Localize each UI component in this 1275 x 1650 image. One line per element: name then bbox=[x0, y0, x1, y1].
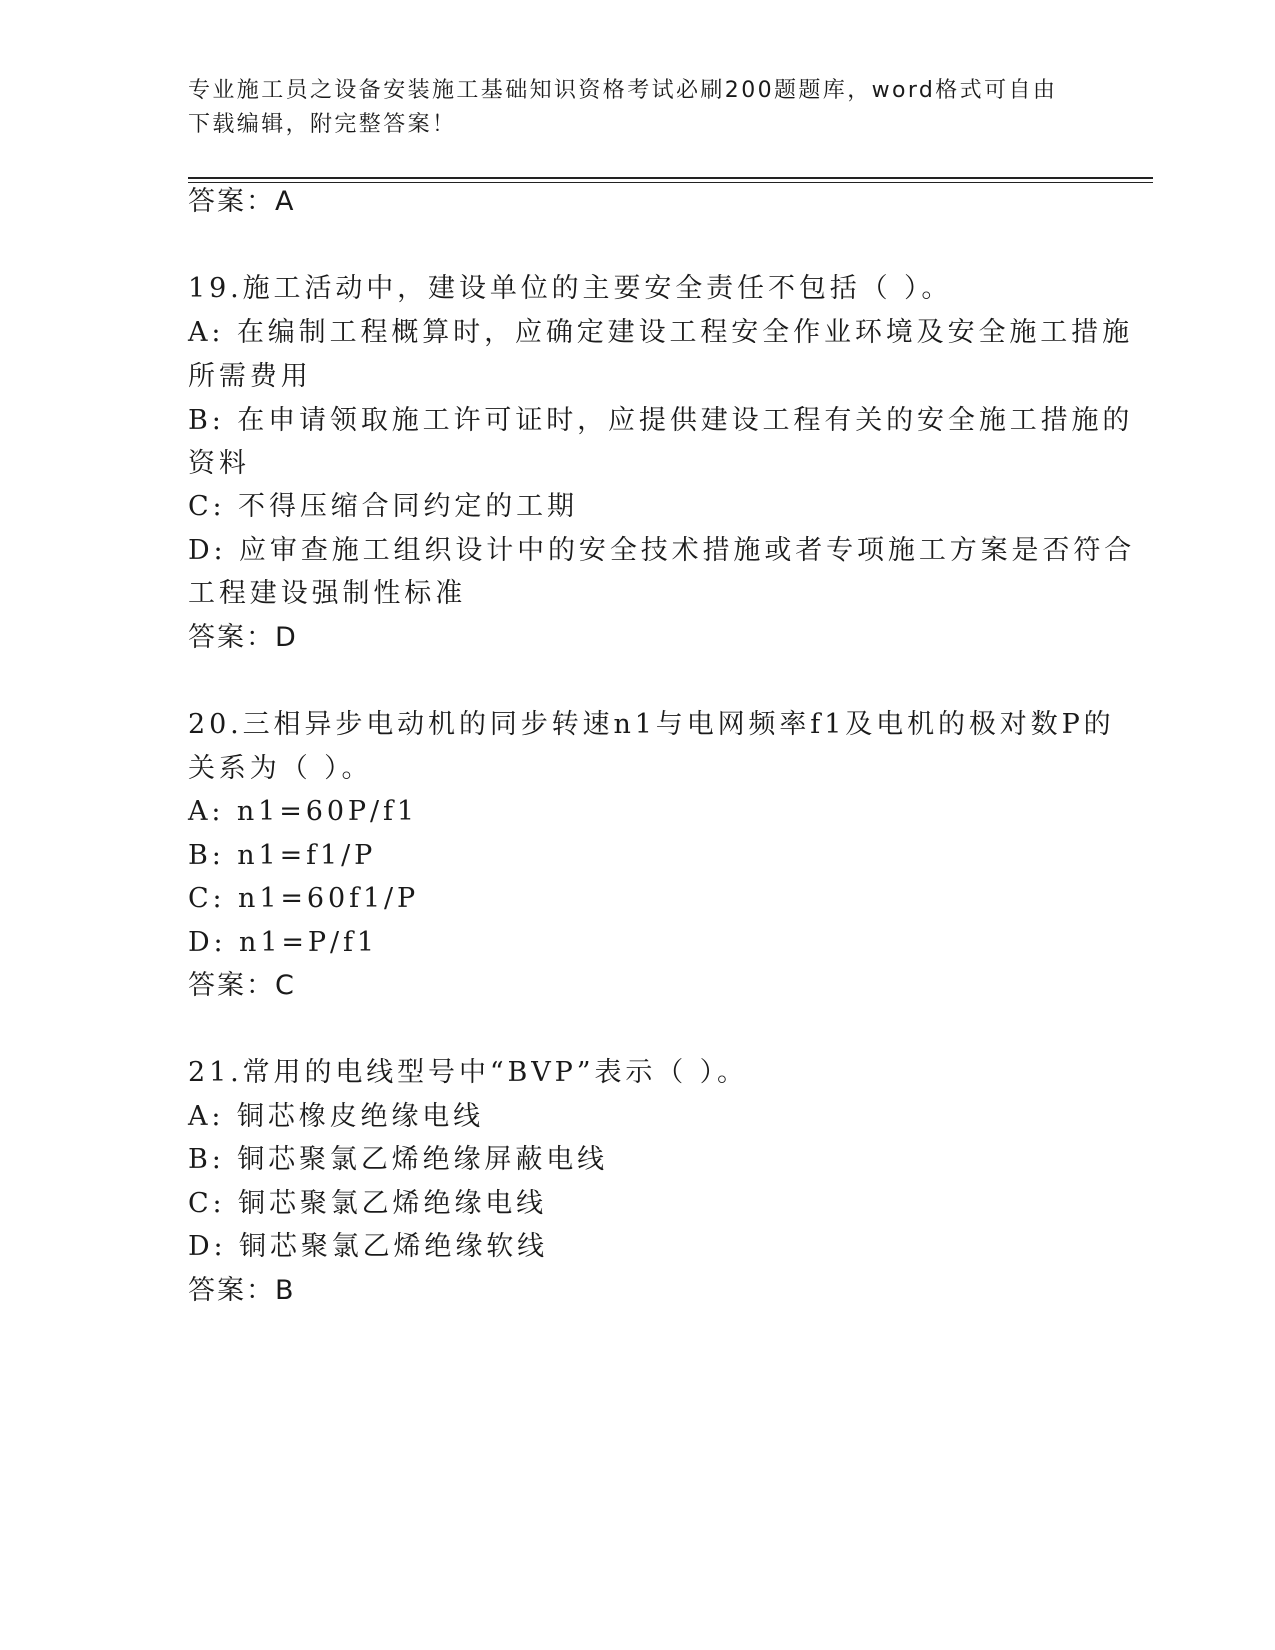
question-21-stem: 21.常用的电线型号中“BVP”表示（ ）。 bbox=[188, 1057, 748, 1088]
question-20-option-d: D: n1=P/f1 bbox=[188, 927, 378, 958]
header-line-1: 专业施工员之设备安装施工基础知识资格考试必刷200题题库，word格式可自由 bbox=[188, 78, 1058, 103]
question-20-option-c: C: n1=60f1/P bbox=[188, 883, 420, 914]
question-21-option-b: B: 铜芯聚氯乙烯绝缘屏蔽电线 bbox=[188, 1144, 609, 1175]
header-divider-thin bbox=[188, 182, 1153, 183]
header-line-2: 下载编辑，附完整答案！ bbox=[188, 112, 457, 137]
question-19-option-b-cont: 资料 bbox=[188, 448, 250, 479]
question-19-option-a-cont: 所需费用 bbox=[188, 361, 312, 392]
header-divider-thick bbox=[188, 177, 1153, 179]
question-20-option-b: B: n1=f1/P bbox=[188, 840, 377, 871]
question-19-option-a: A: 在编制工程概算时，应确定建设工程安全作业环境及安全施工措施 bbox=[188, 317, 1133, 348]
answer-21: 答案：B bbox=[188, 1275, 296, 1306]
answer-19: 答案：D bbox=[188, 622, 298, 653]
question-21-option-a: A: 铜芯橡皮绝缘电线 bbox=[188, 1101, 485, 1132]
question-19-stem: 19.施工活动中，建设单位的主要安全责任不包括（ ）。 bbox=[188, 273, 953, 304]
question-21-option-d: D: 铜芯聚氯乙烯绝缘软线 bbox=[188, 1231, 549, 1262]
page-header bbox=[188, 74, 1068, 142]
question-21-option-c: C: 铜芯聚氯乙烯绝缘电线 bbox=[188, 1188, 548, 1219]
question-19-option-d: D: 应审查施工组织设计中的安全技术措施或者专项施工方案是否符合 bbox=[188, 535, 1136, 566]
question-19-option-c: C: 不得压缩合同约定的工期 bbox=[188, 491, 578, 522]
question-19-option-d-cont: 工程建设强制性标准 bbox=[188, 578, 467, 609]
answer-18: 答案：A bbox=[188, 186, 296, 217]
answer-20: 答案：C bbox=[188, 970, 296, 1001]
question-20-option-a: A: n1=60P/f1 bbox=[188, 796, 418, 827]
question-20-stem: 20.三相异步电动机的同步转速n1与电网频率f1及电机的极对数P的 bbox=[188, 709, 1115, 740]
question-20-stem-cont: 关系为（ ）。 bbox=[188, 753, 373, 784]
question-19-option-b: B: 在申请领取施工许可证时，应提供建设工程有关的安全施工措施的 bbox=[188, 405, 1134, 436]
